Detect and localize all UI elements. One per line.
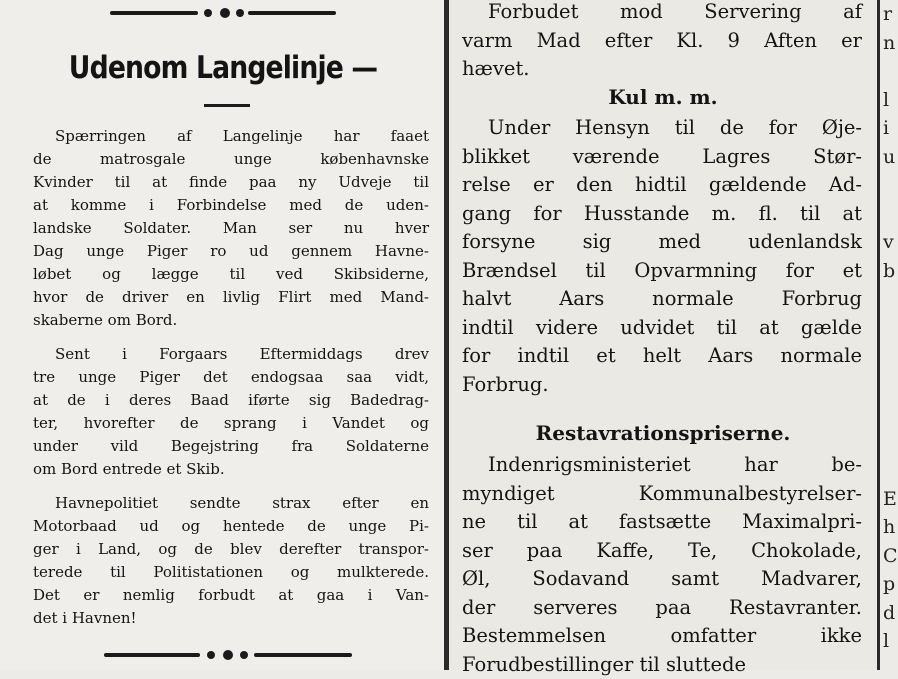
kul-text-line: gang for Husstande m. fl. til at	[462, 200, 862, 229]
article-text-line: løbet og lægge til ved Skibsiderne,	[33, 263, 429, 286]
article-paragraph-3	[33, 492, 429, 630]
edge-fragment: h	[883, 513, 896, 542]
section-heading-restavration: Restavrationspriserne.	[450, 421, 876, 445]
article-text-line: Kvinder til at finde paa ny Udveje til	[33, 171, 429, 194]
article-text-line: landske Soldater. Man ser nu hver	[33, 217, 429, 240]
restavration-text-line: der serveres paa Restavranter.	[462, 594, 862, 623]
edge-fragment	[883, 200, 896, 229]
edge-fragment	[883, 57, 896, 86]
restavration-text-line: ne til at fastsætte Maximalpri-	[462, 508, 862, 537]
restavration-text-line: myndiget Kommunalbestyrelser-	[462, 480, 862, 509]
article-text-line: det i Havnen!	[33, 607, 429, 630]
section-heading-kul: Kul m. m.	[450, 85, 876, 109]
edge-fragment	[883, 342, 896, 371]
edge-fragment	[883, 371, 896, 400]
edge-fragment	[883, 171, 896, 200]
intro-text	[462, 0, 862, 84]
article-text-line: ter, hvorefter de sprang i Vandet og	[33, 412, 429, 435]
edge-fragment: u	[883, 143, 896, 172]
article-text-line: Dag unge Piger ro ud gennem Havne-	[33, 240, 429, 263]
edge-fragment: l	[883, 86, 896, 115]
article-text-line: under vild Begejstring fra Soldaterne	[33, 435, 429, 458]
edge-fragment: i	[883, 114, 896, 143]
edge-fragment: v	[883, 228, 896, 257]
article-headline: Udenom Langelinje —	[31, 50, 415, 86]
top-ornamental-divider	[110, 6, 336, 20]
left-column	[0, 0, 446, 670]
kul-text-line: relse er den hidtil gældende Ad-	[462, 171, 862, 200]
restavration-text-line: Forudbestillinger til sluttede	[462, 651, 862, 679]
kul-text-line: indtil videre udvidet til at gælde	[462, 314, 862, 343]
intro-text-line: varm Mad efter Kl. 9 Aften er	[462, 27, 862, 56]
intro-text-line: Forbudet mod Servering af	[462, 0, 862, 27]
kul-text-line: Under Hensyn til de for Øje-	[462, 114, 862, 143]
section-text-restavration	[462, 451, 862, 679]
section-text-kul	[462, 114, 862, 399]
article-text-line: Sent i Forgaars Eftermiddags drev	[33, 343, 429, 366]
kul-text-line: for indtil et helt Aars normale	[462, 342, 862, 371]
article-text-line: ger i Land, og de blev derefter transpor-	[33, 538, 429, 561]
restavration-text-line: ser paa Kaffe, Te, Chokolade,	[462, 537, 862, 566]
article-text-line: at komme i Forbindelse med de uden-	[33, 194, 429, 217]
intro-text-line: hævet.	[462, 55, 862, 84]
article-text-line: om Bord entrede et Skib.	[33, 458, 429, 481]
article-text-line: de matrosgale unge københavnske	[33, 148, 429, 171]
edge-fragment	[883, 456, 896, 485]
kul-text-line: Brændsel til Opvarmning for et	[462, 257, 862, 286]
headline-rule	[204, 104, 250, 107]
adjacent-column-fragments	[883, 0, 896, 670]
article-text-line: Havnepolitiet sendte strax efter en	[33, 492, 429, 515]
kul-text-line: blikket værende Lagres Stør-	[462, 143, 862, 172]
edge-fragment: n	[883, 29, 896, 58]
edge-fragment: E	[883, 485, 896, 514]
article-text-line: tre unge Piger det endogsaa saa vidt,	[33, 366, 429, 389]
article-text-line: terede til Politistationen og mulkterede.	[33, 561, 429, 584]
kul-text-line: Forbrug.	[462, 371, 862, 400]
kul-text-line: forsyne sig med udenlandsk	[462, 228, 862, 257]
restavration-text-line: Bestemmelsen omfatter ikke	[462, 622, 862, 651]
article-paragraph-2	[33, 343, 429, 481]
restavration-text-line: Øl, Sodavand samt Madvarer,	[462, 565, 862, 594]
bottom-ornamental-divider	[104, 648, 352, 662]
article-text-line: skaberne om Bord.	[33, 309, 429, 332]
edge-fragment	[883, 314, 896, 343]
article-text-line: at de i deres Baad iførte sig Badedrag-	[33, 389, 429, 412]
edge-fragment	[883, 285, 896, 314]
edge-fragment: p	[883, 570, 896, 599]
column-rule	[444, 0, 449, 670]
article-text-line: hvor de driver en livlig Flirt med Mand-	[33, 286, 429, 309]
article-text-line: Spærringen af Langelinje har faaet	[33, 125, 429, 148]
restavration-text-line: Indenrigsministeriet har be-	[462, 451, 862, 480]
edge-fragment: d	[883, 599, 896, 628]
kul-text-line: halvt Aars normale Forbrug	[462, 285, 862, 314]
article-text-line: Det er nemlig forbudt at gaa i Van-	[33, 584, 429, 607]
edge-fragment: r	[883, 0, 896, 29]
edge-fragment: b	[883, 257, 896, 286]
article-paragraph-1	[33, 125, 429, 332]
edge-fragment: l	[883, 627, 896, 656]
edge-fragment	[883, 399, 896, 428]
edge-fragment	[883, 428, 896, 457]
column-rule-right	[877, 0, 880, 670]
article-text-line: Motorbaad ud og hentede de unge Pi-	[33, 515, 429, 538]
edge-fragment: C	[883, 542, 896, 571]
